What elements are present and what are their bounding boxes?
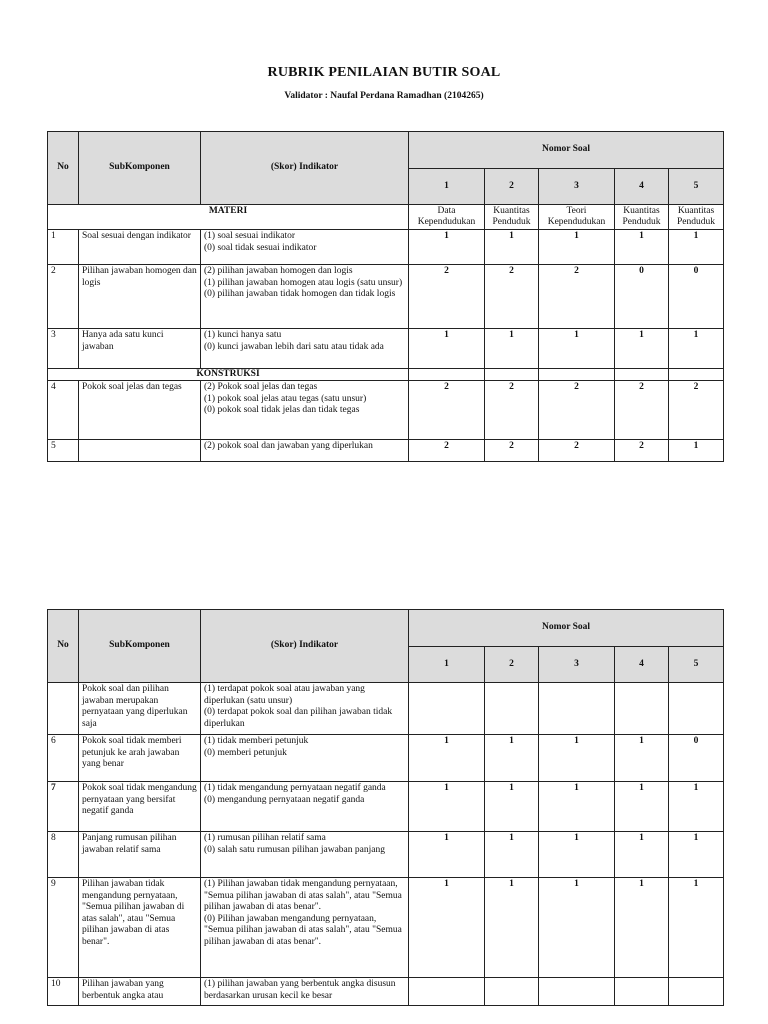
empty-cell (409, 369, 485, 381)
table-row (48, 265, 724, 329)
indicator-line: (1) kunci hanya satu (204, 330, 282, 340)
question-label: Kuantitas Penduduk (669, 205, 724, 230)
row-number (48, 683, 79, 735)
score-cell: 1 (485, 735, 539, 782)
indicator-line: (2) pokok soal dan jawaban yang diperlukan (204, 441, 373, 451)
row-number: 6 (48, 735, 79, 782)
row-subkomponen: Pokok soal dan pilihan jawaban merupakan pernyataan yang diperlukan saja (79, 683, 201, 735)
score-cell: 1 (669, 878, 724, 978)
table-row (48, 440, 724, 462)
table-row (48, 832, 724, 878)
section-materi: MATERI (48, 205, 409, 230)
header-indikator: (Skor) Indikator (201, 610, 409, 683)
question-label: Kuantitas Penduduk (615, 205, 669, 230)
document-title: RUBRIK PENILAIAN BUTIR SOAL (267, 65, 501, 80)
header-soal-3: 3 (539, 169, 615, 205)
row-number: 5 (48, 440, 79, 462)
score-cell: 2 (485, 440, 539, 462)
row-subkomponen: Pilihan jawaban homogen dan logis (79, 265, 201, 329)
score-cell: 1 (615, 735, 669, 782)
indicator-line: (2) Pokok soal jelas dan tegas (204, 382, 318, 392)
indicator-line: (1) Pilihan jawaban tidak mengandung pernyataan, "Semua pilihan jawaban di atas salah", atau "Semua pilihan jawaban di atas benar". (204, 879, 402, 912)
indicator-line: (1) tidak mengandung pernyataan negatif ganda (204, 783, 386, 793)
row-indikator (201, 978, 409, 1006)
score-cell: 1 (409, 782, 485, 832)
score-cell: 2 (485, 381, 539, 440)
indicator-line: (0) soal tidak sesuai indikator (204, 242, 317, 253)
score-cell (669, 978, 724, 1006)
row-indikator (201, 329, 409, 369)
row-indikator (201, 230, 409, 265)
row-indikator (201, 878, 409, 978)
score-cell: 1 (409, 230, 485, 265)
table-row (48, 878, 724, 978)
score-cell: 2 (539, 381, 615, 440)
score-cell (539, 978, 615, 1006)
indicator-line: (0) terdapat pokok soal dan pilihan jawaban tidak diperlukan (204, 707, 393, 729)
score-cell: 1 (539, 878, 615, 978)
score-cell: 1 (409, 329, 485, 369)
section-konstruksi: KONSTRUKSI (48, 369, 409, 381)
header-no: No (48, 610, 79, 683)
row-subkomponen: Pokok soal jelas dan tegas (79, 381, 201, 440)
score-cell: 1 (485, 878, 539, 978)
score-cell: 2 (485, 265, 539, 329)
score-cell: 1 (615, 329, 669, 369)
row-indikator (201, 735, 409, 782)
header-indikator: (Skor) Indikator (201, 132, 409, 205)
row-number: 1 (48, 230, 79, 265)
indicator-line: (0) Pilihan jawaban mengandung pernyataan, "Semua pilihan jawaban di atas salah", atau "Semua pilihan jawaban di atas benar". (204, 913, 402, 947)
indicator-line: (1) pilihan jawaban yang berbentuk angka disusun berdasarkan urusan kecil ke besar (204, 979, 396, 1001)
rubric-table-2 (47, 609, 724, 1006)
score-cell: 1 (539, 329, 615, 369)
indicator-line: (0) kunci jawaban lebih dari satu atau tidak ada (204, 341, 384, 352)
row-indikator (201, 381, 409, 440)
indicator-line: (0) memberi petunjuk (204, 747, 287, 758)
score-cell: 1 (485, 230, 539, 265)
score-cell: 2 (409, 265, 485, 329)
score-cell: 2 (615, 381, 669, 440)
header-nomor-soal: Nomor Soal (409, 610, 724, 647)
row-indikator (201, 440, 409, 462)
score-cell: 1 (615, 878, 669, 978)
header-soal-3: 3 (539, 647, 615, 683)
score-cell: 1 (615, 832, 669, 878)
score-cell (409, 978, 485, 1006)
row-number: 9 (48, 878, 79, 978)
table-row (48, 782, 724, 832)
empty-cell (615, 369, 669, 381)
table-row (48, 978, 724, 1006)
score-cell (485, 978, 539, 1006)
score-cell: 2 (669, 381, 724, 440)
score-cell: 1 (409, 878, 485, 978)
header-subkomponen: SubKomponen (79, 610, 201, 683)
score-cell: 2 (539, 265, 615, 329)
empty-cell (539, 369, 615, 381)
question-label: Data Kependudukan (409, 205, 485, 230)
score-cell (409, 683, 485, 735)
question-label: Kuantitas Penduduk (485, 205, 539, 230)
row-subkomponen: Pilihan jawaban tidak mengandung pernyataan, "Semua pilihan jawaban di atas salah", atau "Semua pilihan jawaban di atas benar". (79, 878, 201, 978)
indicator-line: (1) tidak memberi petunjuk (204, 736, 309, 746)
score-cell (485, 683, 539, 735)
row-indikator (201, 265, 409, 329)
row-indikator (201, 832, 409, 878)
score-cell (615, 683, 669, 735)
table-row (48, 230, 724, 265)
score-cell (539, 683, 615, 735)
header-subkomponen: SubKomponen (79, 132, 201, 205)
indicator-line: (2) pilihan jawaban homogen dan logis (204, 266, 353, 276)
score-cell: 1 (485, 832, 539, 878)
question-label: Teori Kependudukan (539, 205, 615, 230)
indicator-line: (0) salah satu rumusan pilihan jawaban panjang (204, 844, 385, 855)
score-cell: 1 (669, 832, 724, 878)
header-soal-2: 2 (485, 647, 539, 683)
score-cell: 1 (485, 329, 539, 369)
header-no: No (48, 132, 79, 205)
score-cell: 1 (539, 735, 615, 782)
row-number: 4 (48, 381, 79, 440)
score-cell (669, 683, 724, 735)
empty-cell (485, 369, 539, 381)
row-indikator (201, 782, 409, 832)
indicator-line: (1) soal sesuai indikator (204, 231, 296, 241)
validator-line: Validator : Naufal Perdana Ramadhan (2104265) (284, 91, 484, 101)
row-indikator (201, 683, 409, 735)
header-soal-2: 2 (485, 169, 539, 205)
score-cell: 2 (615, 440, 669, 462)
row-subkomponen (79, 440, 201, 462)
score-cell: 1 (539, 230, 615, 265)
score-cell (615, 978, 669, 1006)
indicator-line: (0) mengandung pernyataan negatif ganda (204, 794, 365, 805)
score-cell: 1 (615, 782, 669, 832)
indicator-line: (0) pilihan jawaban tidak homogen dan tidak logis (204, 289, 396, 299)
header-soal-4: 4 (615, 647, 669, 683)
row-number: 10 (48, 978, 79, 1006)
empty-cell (669, 369, 724, 381)
row-number: 7 (48, 782, 79, 832)
header-soal-1: 1 (409, 169, 485, 205)
score-cell: 1 (669, 230, 724, 265)
indicator-line: (1) rumusan pilihan relatif sama (204, 833, 326, 843)
indicator-line: (1) pilihan jawaban homogen atau logis (satu unsur) (204, 277, 403, 288)
header-nomor-soal: Nomor Soal (409, 132, 724, 169)
table-row (48, 381, 724, 440)
score-cell: 1 (409, 832, 485, 878)
row-subkomponen: Hanya ada satu kunci jawaban (79, 329, 201, 369)
score-cell: 0 (615, 265, 669, 329)
header-soal-4: 4 (615, 169, 669, 205)
score-cell: 2 (539, 440, 615, 462)
row-subkomponen: Panjang rumusan pilihan jawaban relatif sama (79, 832, 201, 878)
score-cell: 0 (669, 735, 724, 782)
table-row (48, 735, 724, 782)
table-row (48, 329, 724, 369)
score-cell: 1 (669, 440, 724, 462)
row-number: 3 (48, 329, 79, 369)
score-cell: 2 (409, 381, 485, 440)
score-cell: 1 (409, 735, 485, 782)
header-soal-5: 5 (669, 169, 724, 205)
score-cell: 1 (669, 329, 724, 369)
row-subkomponen: Soal sesuai dengan indikator (79, 230, 201, 265)
indicator-line: (1) terdapat pokok soal atau jawaban yang diperlukan (satu unsur) (204, 684, 365, 706)
header-soal-1: 1 (409, 647, 485, 683)
score-cell: 0 (669, 265, 724, 329)
table-row (48, 683, 724, 735)
score-cell: 1 (539, 832, 615, 878)
row-subkomponen: Pokok soal tidak mengandung pernyataan yang bersifat negatif ganda (79, 782, 201, 832)
indicator-line: (1) pokok soal jelas atau tegas (satu unsur) (204, 393, 367, 404)
row-subkomponen: Pilihan jawaban yang berbentuk angka atau (79, 978, 201, 1006)
score-cell: 2 (409, 440, 485, 462)
rubric-table-1 (47, 131, 724, 462)
score-cell: 1 (539, 782, 615, 832)
score-cell: 1 (485, 782, 539, 832)
header-soal-5: 5 (669, 647, 724, 683)
indicator-line: (0) pokok soal tidak jelas dan tidak tegas (204, 405, 360, 415)
row-number: 8 (48, 832, 79, 878)
score-cell: 1 (669, 782, 724, 832)
row-number: 2 (48, 265, 79, 329)
row-subkomponen: Pokok soal tidak memberi petunjuk ke arah jawaban yang benar (79, 735, 201, 782)
score-cell: 1 (615, 230, 669, 265)
